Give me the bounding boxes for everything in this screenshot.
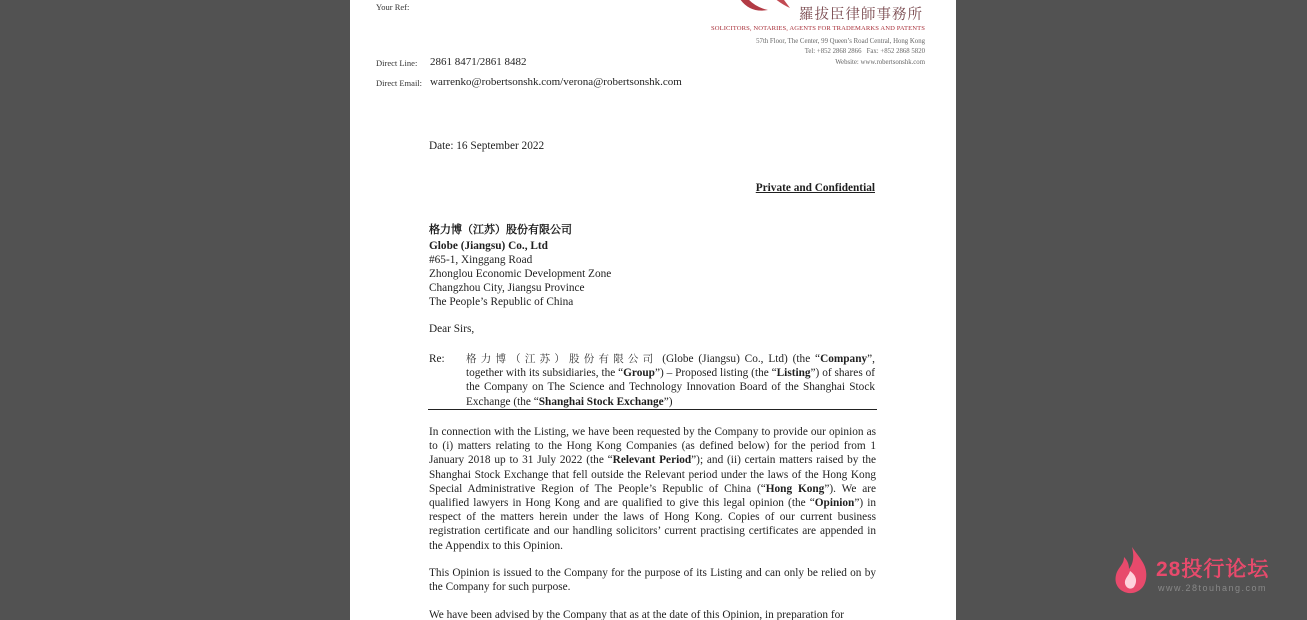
watermark-url: www.28touhang.com	[1158, 583, 1268, 593]
firm-logo-icon	[728, 0, 798, 18]
letter-date: Date: 16 September 2022	[429, 140, 545, 152]
recipient-address-line-1: #65-1, Xinggang Road	[429, 254, 533, 266]
re-underline-divider	[428, 409, 877, 410]
salutation: Dear Sirs,	[429, 323, 475, 335]
firm-tel: Tel: +852 2868 2866	[804, 48, 862, 55]
watermark	[1112, 545, 1282, 597]
paragraph-connection: In connection with the Listing, we have been requested by the Company to provide our opinion as to (i) matters relating to the Hong Kong Companies (as defined below) for the period from 1 January 2018 up to 31 July 2022 (the “Relevant Period”); and (ii) certain matters raised by the Shanghai Stock Exchange that fell outside the Relevant period under the laws of the Hong Kong Special Administrative Region of The People’s Republic of China (“Hong Kong”). We are qualified lawyers in Hong Kong and are qualified to give this legal opinion (the “Opinion”) in respect of the matters herein under the laws of Hong Kong. Copies of our current business registration certificate and our handling solicitors’ current practising certificates are appended in the Appendix to this Opinion.	[429, 426, 876, 552]
paragraph-issued-to-company: This Opinion is issued to the Company for the purpose of its Listing and can only be relied on by the Company for such purpose.	[429, 567, 876, 594]
recipient-address-line-3: Changzhou City, Jiangsu Province	[429, 282, 585, 294]
re-company-chinese-name: 格力博（江苏）股份有限公司	[466, 353, 658, 365]
firm-fax: Fax: +852 2868 5820	[866, 48, 925, 55]
firm-address: 57th Floor, The Center, 99 Queen’s Road Central, Hong Kong	[756, 38, 925, 45]
watermark-brand: 28投行论坛	[1156, 558, 1270, 581]
firm-chinese-name: 羅拔臣律師事務所	[799, 7, 923, 23]
direct-email-label: Direct Email:	[376, 78, 423, 88]
recipient-address-line-2: Zhonglou Economic Development Zone	[429, 268, 612, 280]
re-subject: 格力博（江苏）股份有限公司 (Globe (Jiangsu) Co., Ltd) (the “Company”, together with its subsidiaries, the “Group”) – Proposed listing (the “Listing”) of shares of the Company on The Science and Technology Innovation Board of the Shanghai Stock Exchange (the “Shanghai Stock Exchange”)	[466, 353, 876, 408]
recipient-english-name: Globe (Jiangsu) Co., Ltd	[429, 240, 548, 252]
firm-tel-fax	[805, 48, 925, 55]
re-label: Re:	[429, 353, 445, 365]
direct-line-label: Direct Line:	[376, 58, 418, 68]
firm-website: Website: www.robertsonshk.com	[835, 59, 925, 66]
your-ref-label: Your Ref:	[376, 2, 410, 12]
flame-logo-icon	[1112, 545, 1152, 595]
document-page	[350, 0, 956, 620]
direct-line-value: 2861 8471/2861 8482	[430, 56, 527, 68]
recipient-chinese-name: 格力博（江苏）股份有限公司	[429, 223, 572, 236]
firm-tagline: SOLICITORS, NOTARIES, AGENTS FOR TRADEMARKS AND PATENTS	[710, 25, 925, 32]
paragraph-advised: We have been advised by the Company that as at the date of this Opinion, in preparation for	[429, 609, 845, 620]
recipient-address-line-4: The People’s Republic of China	[429, 296, 574, 308]
direct-email-value: warrenko@robertsonshk.com/verona@robertsonshk.com	[430, 76, 682, 88]
confidential-heading: Private and Confidential	[755, 182, 875, 194]
